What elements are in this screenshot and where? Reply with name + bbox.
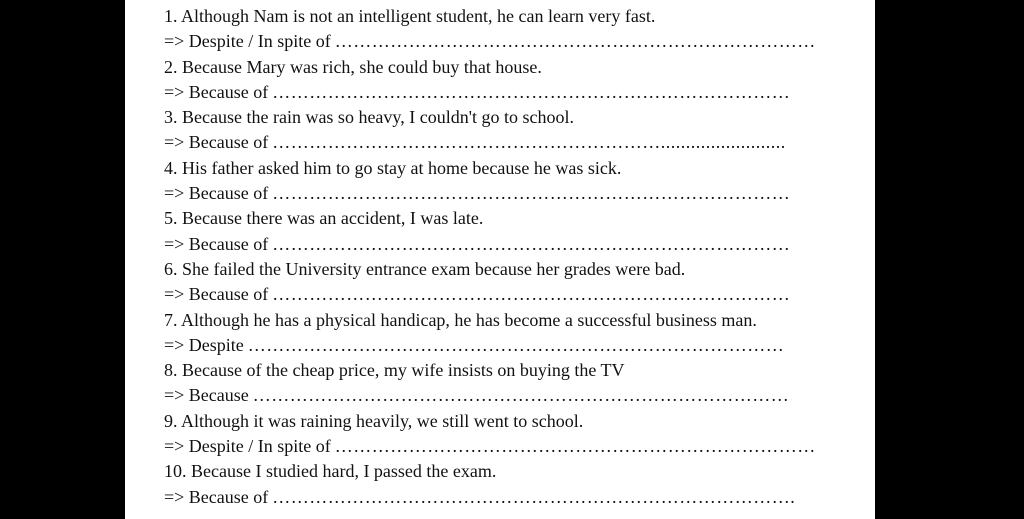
rewrite-prompt: => Because of — [164, 81, 269, 102]
answer-line — [164, 485, 855, 510]
answer-line — [164, 333, 855, 358]
answer-blank[interactable]: ………………………………………………………......................... — [272, 132, 786, 153]
answer-blank[interactable]: …………………………………………………………………………… — [252, 385, 790, 406]
exercise-sentence: 2. Because Mary was rich, she could buy that house. — [164, 56, 542, 77]
answer-line — [164, 181, 855, 206]
worksheet-page — [125, 0, 875, 519]
answer-blank[interactable]: ………………………………………………………………………… — [272, 233, 791, 254]
answer-line — [164, 130, 855, 155]
answer-line — [164, 29, 855, 54]
exercise-sentence: 6. She failed the University entrance exam because her grades were bad. — [164, 258, 686, 279]
rewrite-prompt: => Because of — [164, 132, 269, 153]
exercise-sentence: 9. Although it was raining heavily, we still went to school. — [164, 410, 584, 431]
exercise-sentence: 1. Although Nam is not an intelligent student, he can learn very fast. — [164, 6, 656, 26]
exercise-sentence: 7. Although he has a physical handicap, he has become a successful business man. — [164, 309, 757, 330]
exercise-list — [164, 4, 855, 510]
answer-blank[interactable]: …………………………………………………………………………… — [247, 334, 785, 355]
answer-blank[interactable]: ………………………………………………………………………… — [272, 81, 791, 102]
answer-line — [164, 434, 855, 459]
exercise-sentence: 3. Because the rain was so heavy, I couldn't go to school. — [164, 107, 574, 128]
rewrite-prompt: => Because — [164, 385, 249, 406]
rewrite-prompt: => Because of — [164, 183, 269, 204]
answer-line — [164, 282, 855, 307]
rewrite-prompt: => Because of — [164, 486, 269, 507]
rewrite-prompt: => Despite / In spite of — [164, 31, 331, 52]
exercise-sentence: 4. His father asked him to go stay at home because he was sick. — [164, 157, 622, 178]
exercise-sentence: 10. Because I studied hard, I passed the exam. — [164, 461, 497, 482]
answer-line — [164, 232, 855, 257]
answer-blank[interactable]: ………………………………………………………………………… — [272, 284, 791, 305]
rewrite-prompt: => Despite / In spite of — [164, 436, 331, 457]
answer-blank[interactable]: …………………………………………………………………… — [334, 436, 816, 457]
rewrite-prompt: => Because of — [164, 233, 269, 254]
answer-line — [164, 80, 855, 105]
rewrite-prompt: => Because of — [164, 284, 269, 305]
answer-blank[interactable]: …………………………………………………………………… — [334, 31, 816, 52]
answer-blank[interactable]: ………………………………………………………………………… — [272, 183, 791, 204]
exercise-sentence: 5. Because there was an accident, I was late. — [164, 208, 484, 229]
rewrite-prompt: => Despite — [164, 334, 244, 355]
exercise-sentence: 8. Because of the cheap price, my wife insists on buying the TV — [164, 360, 625, 381]
answer-line — [164, 383, 855, 408]
answer-blank[interactable]: …………………………………………………………………………. — [272, 486, 796, 507]
